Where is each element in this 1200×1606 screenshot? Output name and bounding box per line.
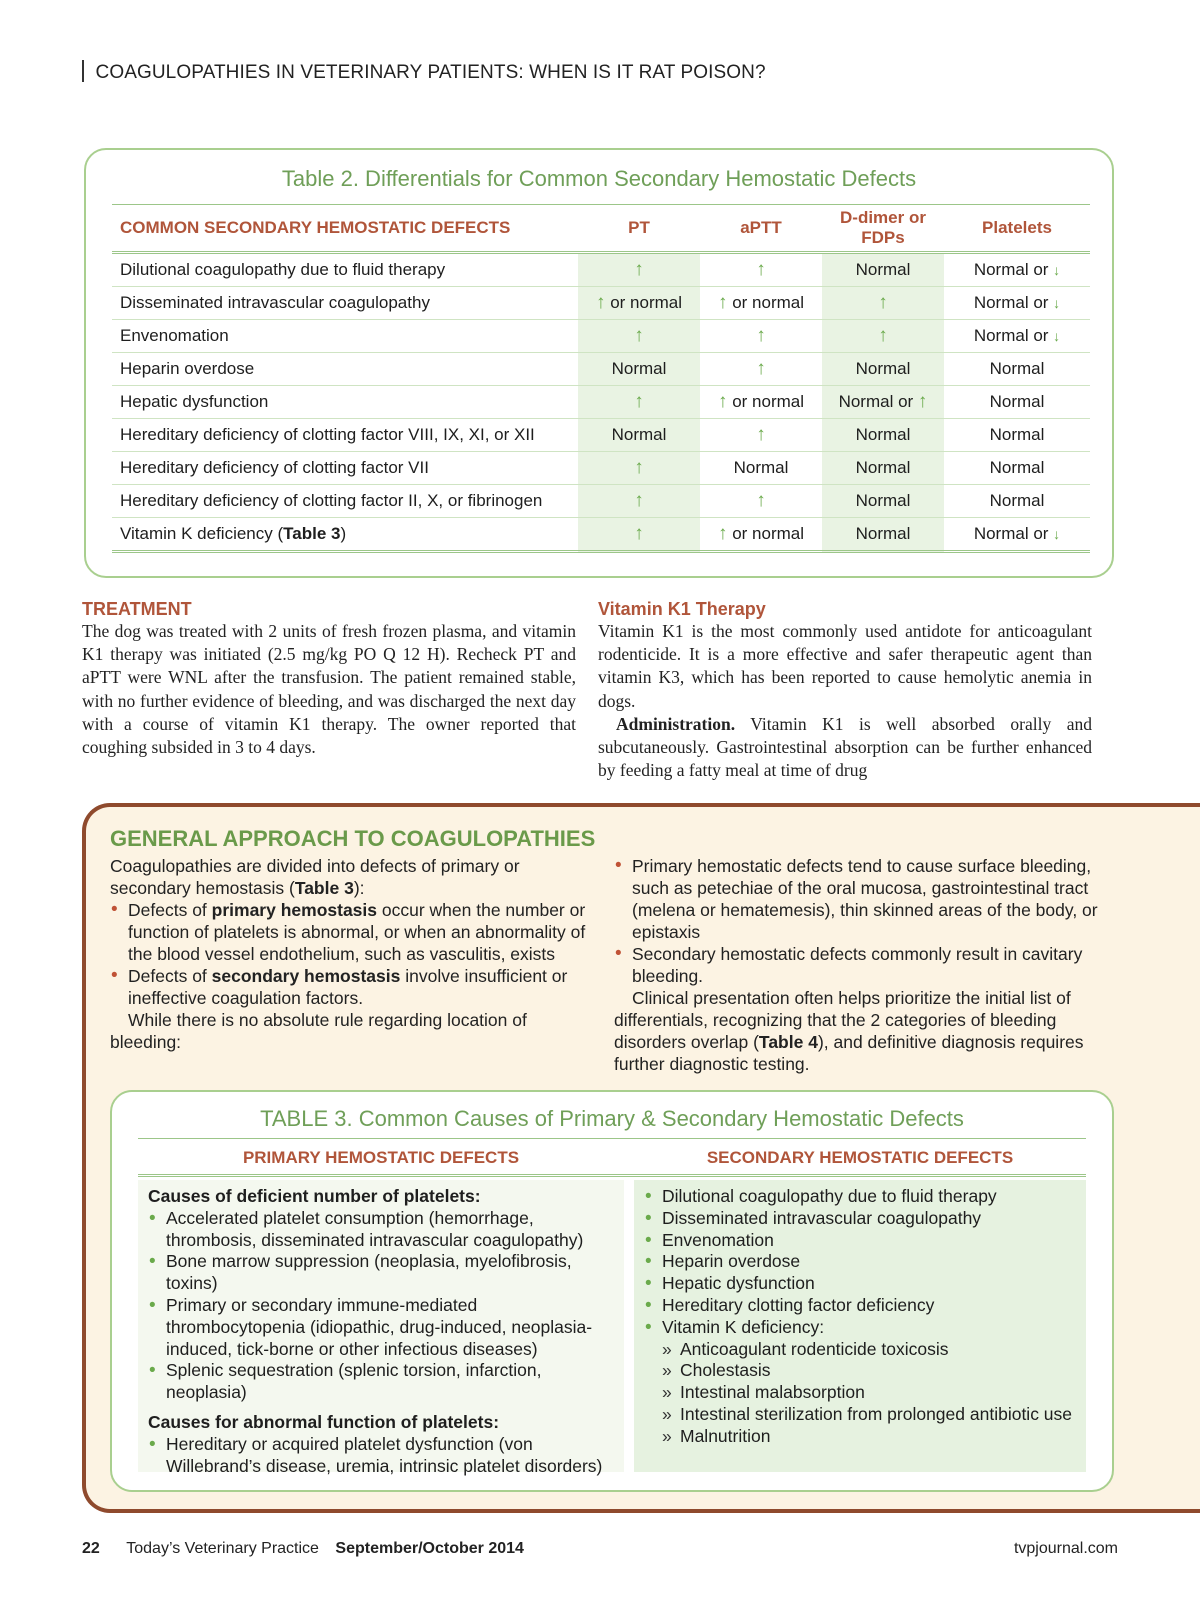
platelets-cell: Normal: [944, 353, 1090, 386]
platelets-cell: Normal: [944, 386, 1090, 419]
ga-b1-bold: primary hemostasis: [211, 900, 378, 920]
platelets-cell: Normal or ↓: [944, 287, 1090, 320]
treatment-section: [82, 598, 576, 759]
footer-website: tvpjournal.com: [1013, 1540, 1118, 1557]
up-arrow-icon: ↑: [634, 457, 644, 478]
ddimer-cell: Normal: [822, 419, 944, 452]
table-row: [112, 452, 1090, 485]
ga-intro-text: Coagulopathies are divided into defects of primary or secondary hemostasis (: [110, 856, 520, 898]
page-number: 22: [82, 1540, 100, 1557]
ddimer-cell: Normal: [822, 353, 944, 386]
administration-body: Vitamin K1 is well absorbed orally and subcutaneously. Gastrointestinal absorption can be further enhanced by feeding a fatty meal at time of drug: [598, 713, 1092, 781]
table3-rule-top: [138, 1138, 1086, 1139]
up-arrow-icon: ↑: [756, 358, 766, 379]
table2-body: [112, 253, 1090, 552]
vitk-subitem: » Anticoagulant rodenticide toxicosis: [644, 1339, 1076, 1361]
aptt-cell: [700, 353, 822, 386]
table-row: [112, 485, 1090, 518]
list-item: • Vitamin K deficiency:: [644, 1317, 1076, 1339]
ga-intro-end: ):: [353, 878, 365, 898]
table3-secondary-header: SECONDARY HEMOSTATIC DEFECTS: [706, 1148, 1014, 1167]
treatment-body: The dog was treated with 2 units of fresh frozen plasma, and vitamin K1 therapy was initiated (2.5 mg/kg PO Q 12 H). Recheck PT and aPTT were WNL after the transfusion. The patient remained stable, with no further evidence of bleeding, and was discharged the next day with a course of vitamin K1 therapy. The owner reported that coughing subsided in 3 to 4 days.: [82, 621, 576, 758]
issue-date: September/October 2014: [335, 1540, 524, 1557]
table2-col-aptt: aPTT: [700, 205, 822, 253]
list-item: • Heparin overdose: [644, 1251, 1076, 1273]
vitamin-k1-heading: Vitamin K1 Therapy: [598, 599, 766, 619]
list-item: • Hereditary clotting factor deficiency: [644, 1295, 1076, 1317]
primary-group1-list: [148, 1208, 614, 1404]
vitamin-k1-body: Vitamin K1 is the most commonly used antidote for anticoagulant rodenticide. It is a more effective and safer therapeutic agent than vitamin K3, which has been reported to cause hemolytic anemia in dogs.: [598, 621, 1092, 711]
table-row: [112, 320, 1090, 353]
ga-bullet-primary: [110, 899, 598, 965]
down-arrow-icon: ↓: [1053, 262, 1061, 278]
pt-cell: ↑ or normal: [578, 287, 700, 320]
table-row: [112, 287, 1090, 320]
up-arrow-icon: ↑: [717, 523, 728, 544]
list-item: • Disseminated intravascular coagulopathy: [644, 1208, 1076, 1230]
table2-col-platelets: Platelets: [944, 205, 1090, 253]
table2-header-row: [112, 205, 1090, 253]
ga-bullet-surface: • Primary hemostatic defects tend to cause surface bleeding, such as petechiae of the oral mucosa, gastrointestinal tract (melena or hematemesis), thin skinned areas of the body, or epistaxis: [614, 855, 1100, 943]
up-arrow-icon: ↑: [595, 292, 606, 313]
list-item: • Splenic sequestration (splenic torsion, infarction, neoplasia): [148, 1360, 614, 1404]
running-title: COAGULOPATHIES IN VETERINARY PATIENTS: WHEN IS IT RAT POISON?: [95, 62, 766, 83]
ga-right-list: [614, 855, 1100, 987]
ga-b1-a: Defects of: [128, 900, 212, 920]
defect-cell: Heparin overdose: [112, 353, 578, 386]
ddimer-cell: [822, 287, 944, 320]
administration-label: Administration.: [616, 713, 736, 734]
defect-cell: Hereditary deficiency of clotting factor VIII, IX, XI, or XII: [112, 419, 578, 452]
up-arrow-icon: ↑: [756, 424, 766, 445]
down-arrow-icon: ↓: [1053, 328, 1061, 344]
up-arrow-icon: ↑: [717, 391, 728, 412]
aptt-cell: ↑ or normal: [700, 518, 822, 552]
list-item: • Hepatic dysfunction: [644, 1273, 1076, 1295]
ga-para-right-ref: Table 4: [758, 1032, 818, 1052]
publication-name: Today’s Veterinary Practice: [126, 1540, 319, 1557]
ddimer-cell: Normal: [822, 485, 944, 518]
vitk-subitem: » Intestinal sterilization from prolonged antibiotic use: [644, 1404, 1076, 1426]
ga-para-right-a: Clinical presentation often helps prioritize the initial list of differentials, recognizing that the 2 categories of bleeding disorders overlap (: [614, 988, 1071, 1052]
table-row: [112, 386, 1090, 419]
table-row: [112, 253, 1090, 287]
up-arrow-icon: ↑: [717, 292, 728, 313]
platelets-cell: Normal: [944, 452, 1090, 485]
aptt-cell: [700, 485, 822, 518]
platelets-cell: Normal or ↓: [944, 320, 1090, 353]
vitk-subitem: » Intestinal malabsorption: [644, 1382, 1076, 1404]
ga-para-right-b: ), and definitive diagnosis requires further diagnostic testing.: [614, 1032, 1084, 1074]
table2-title: Table 2. Differentials for Common Secondary Hemostatic Defects: [281, 166, 917, 191]
pt-cell: [578, 386, 700, 419]
aptt-cell: Normal: [700, 452, 822, 485]
up-arrow-icon: ↑: [756, 259, 766, 280]
general-approach-right: [614, 855, 1100, 1075]
pt-cell: Normal: [578, 353, 700, 386]
aptt-cell: [700, 419, 822, 452]
vitk-subitem: » Cholestasis: [644, 1360, 1076, 1382]
table3-primary-column: [138, 1180, 624, 1476]
table2-col-pt: PT: [578, 205, 700, 253]
ga-b1-b: occur when the number or function of platelets is abnormal, or when an abnormality of the blood vessel endothelium, such as vasculitis, exists: [128, 900, 586, 964]
ga-b2-a: Defects of: [128, 966, 212, 986]
up-arrow-icon: ↑: [634, 391, 644, 412]
platelets-cell: Normal or ↓: [944, 518, 1090, 552]
down-arrow-icon: ↓: [1053, 526, 1061, 542]
ddimer-cell: [822, 320, 944, 353]
table3-secondary-column: [634, 1180, 1086, 1472]
down-arrow-icon: ↓: [1053, 295, 1061, 311]
secondary-list: [644, 1186, 1076, 1448]
header-bar: [82, 60, 84, 82]
list-item: • Primary or secondary immune-mediated thrombocytopenia (idiopathic, drug-induced, neoplasia-induced, tick-borne or other infectious diseases): [148, 1295, 614, 1360]
defect-cell: Disseminated intravascular coagulopathy: [112, 287, 578, 320]
pt-cell: [578, 518, 700, 552]
table-row: [112, 419, 1090, 452]
footer-left: [82, 1540, 524, 1558]
defect-cell: Vitamin K deficiency (Table 3): [112, 518, 578, 552]
up-arrow-icon: ↑: [878, 325, 888, 346]
platelets-cell: Normal: [944, 419, 1090, 452]
list-item: • Dilutional coagulopathy due to fluid therapy: [644, 1186, 1076, 1208]
ddimer-cell: Normal: [822, 518, 944, 552]
pt-cell: [578, 253, 700, 287]
defect-cell: Hereditary deficiency of clotting factor II, X, or fibrinogen: [112, 485, 578, 518]
running-header: [82, 60, 766, 84]
platelets-cell: Normal: [944, 485, 1090, 518]
table3-box: [110, 1090, 1114, 1492]
pt-cell: [578, 452, 700, 485]
defect-cell: Envenomation: [112, 320, 578, 353]
platelets-cell: Normal or ↓: [944, 253, 1090, 287]
ddimer-cell: Normal: [822, 452, 944, 485]
defect-cell: Dilutional coagulopathy due to fluid therapy: [112, 253, 578, 287]
administration-paragraph: [598, 713, 1092, 783]
ga-bullet-cavitary: • Secondary hemostatic defects commonly result in cavitary bleeding.: [614, 943, 1100, 987]
up-arrow-icon: ↑: [878, 292, 888, 313]
aptt-cell: [700, 320, 822, 353]
primary-group2-heading: Causes for abnormal function of platelets:: [148, 1411, 500, 1432]
table-row: [112, 353, 1090, 386]
vitamin-k1-section: [598, 598, 1092, 782]
table2-col-defect: COMMON SECONDARY HEMOSTATIC DEFECTS: [112, 205, 578, 253]
up-arrow-icon: ↑: [634, 325, 644, 346]
list-item: • Accelerated platelet consumption (hemorrhage, thrombosis, disseminated intravascular coagulopathy): [148, 1208, 614, 1252]
ga-bullet-secondary: [110, 965, 598, 1009]
ga-para-right: [614, 987, 1100, 1075]
aptt-cell: ↑ or normal: [700, 287, 822, 320]
ga-para-left: While there is no absolute rule regarding location of bleeding:: [110, 1010, 527, 1052]
aptt-cell: ↑ or normal: [700, 386, 822, 419]
pt-cell: [578, 485, 700, 518]
table3-primary-header: PRIMARY HEMOSTATIC DEFECTS: [242, 1148, 520, 1167]
list-item: • Bone marrow suppression (neoplasia, myelofibrosis, toxins): [148, 1251, 614, 1295]
defect-cell: Hepatic dysfunction: [112, 386, 578, 419]
general-approach-title: GENERAL APPROACH TO COAGULOPATHIES: [110, 826, 596, 851]
pt-cell: [578, 320, 700, 353]
ga-intro-ref: Table 3: [294, 878, 354, 898]
up-arrow-icon: ↑: [756, 490, 766, 511]
table2-box: [84, 148, 1114, 578]
table2: [112, 204, 1090, 553]
up-arrow-icon: ↑: [634, 259, 644, 280]
ddimer-cell: Normal: [822, 253, 944, 287]
up-arrow-icon: ↑: [634, 523, 644, 544]
table2-col-ddimer: D-dimer or FDPs: [822, 205, 944, 253]
defect-cell: Hereditary deficiency of clotting factor VII: [112, 452, 578, 485]
primary-group1-heading: Causes of deficient number of platelets:: [148, 1186, 481, 1206]
ga-intro: [110, 855, 598, 899]
up-arrow-icon: ↑: [634, 490, 644, 511]
ga-left-list: [110, 899, 598, 1009]
list-item: • Envenomation: [644, 1230, 1076, 1252]
table-row: [112, 518, 1090, 552]
primary-group2-list: [148, 1434, 614, 1478]
ga-b2-bold: secondary hemostasis: [211, 966, 401, 986]
aptt-cell: [700, 253, 822, 287]
pt-cell: Normal: [578, 419, 700, 452]
ddimer-cell: Normal or ↑: [822, 386, 944, 419]
ga-b2-b: involve insufficient or ineffective coagulation factors.: [128, 966, 568, 1008]
up-arrow-icon: ↑: [756, 325, 766, 346]
treatment-heading: TREATMENT: [82, 599, 192, 619]
general-approach-left: [110, 855, 598, 1053]
vitk-subitem: » Malnutrition: [644, 1426, 1076, 1448]
table3-title: TABLE 3. Common Causes of Primary & Secondary Hemostatic Defects: [260, 1106, 964, 1131]
up-arrow-icon: ↑: [917, 391, 928, 412]
list-item: • Hereditary or acquired platelet dysfunction (von Willebrand’s disease, uremia, intrinsic platelet disorders): [148, 1434, 614, 1478]
table3-rule-mid: [138, 1174, 1086, 1177]
